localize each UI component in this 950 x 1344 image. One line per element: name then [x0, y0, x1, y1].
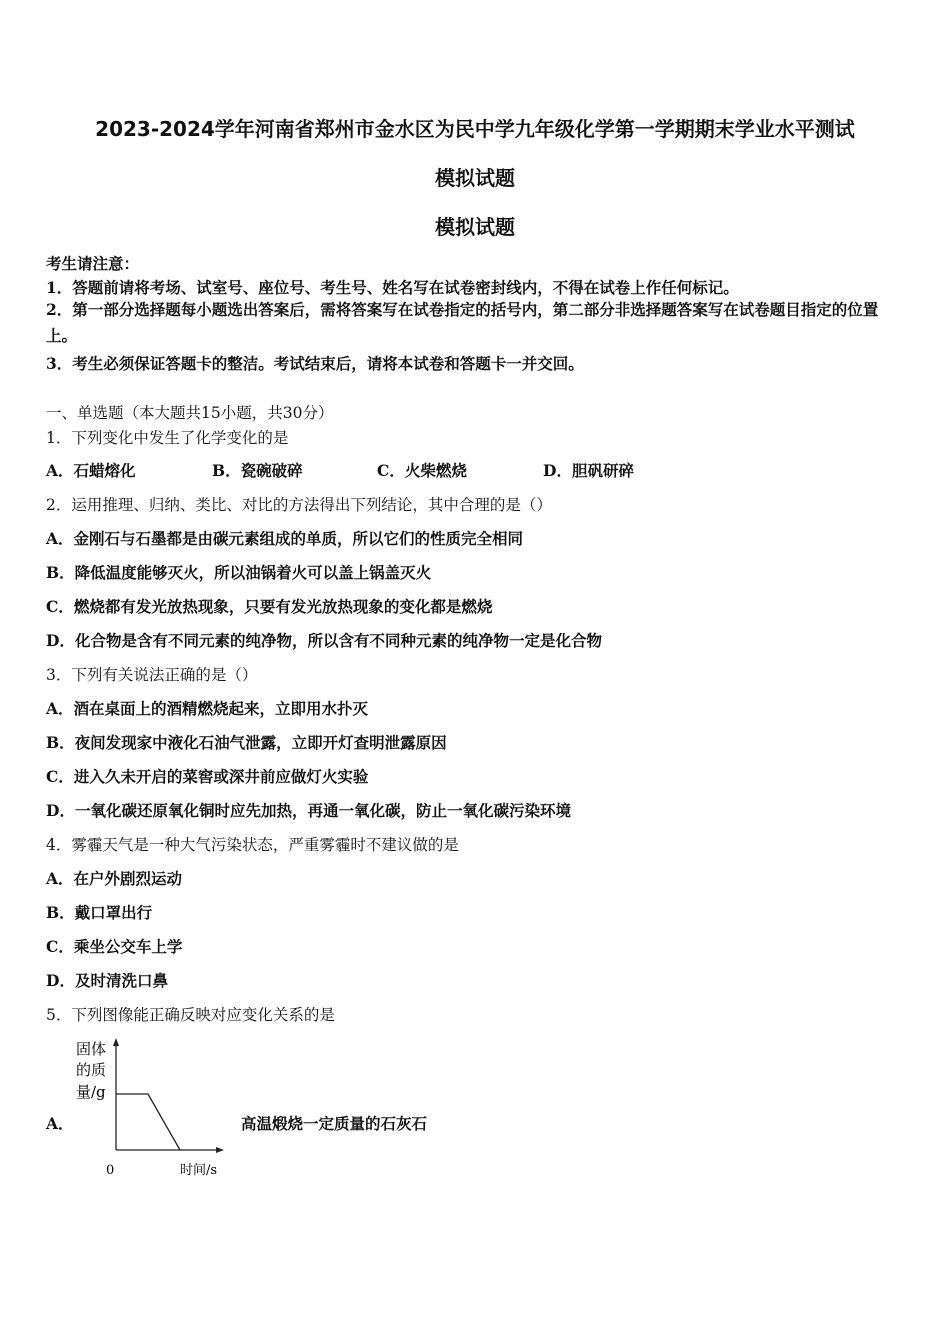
- notice-item-3: 3．考生必须保证答题卡的整洁。考试结束后，请将本试卷和答题卡一并交回。: [46, 354, 584, 373]
- q1-option-c: C．火柴燃烧: [377, 461, 467, 480]
- y-label-line-1: 固体: [76, 1040, 107, 1058]
- q4-option-a: A．在户外剧烈运动: [46, 869, 183, 888]
- question-3-stem: 3．下列有关说法正确的是（）: [46, 666, 258, 684]
- q2-option-d: D．化合物是含有不同元素的纯净物，所以含有不同种元素的纯净物一定是化合物: [46, 631, 602, 650]
- q3-option-a: A．酒在桌面上的酒精燃烧起来，立即用水扑灭: [46, 699, 369, 718]
- notice-heading: 考生请注意：: [46, 254, 140, 273]
- series-line-solid-mass: [116, 1094, 180, 1150]
- question-5-stem: 5．下列图像能正确反映对应变化关系的是: [46, 1006, 335, 1024]
- exam-subtitle-repeat: 模拟试题: [435, 215, 515, 239]
- q4-option-b: B．戴口罩出行: [46, 903, 153, 922]
- section-heading: 一、单选题（本大题共15小题，共30分）: [46, 404, 334, 422]
- q3-option-b: B．夜间发现家中液化石油气泄露，立即开灯查明泄露原因: [46, 733, 447, 752]
- q3-option-d: D．一氧化碳还原氧化铜时应先加热，再通一氧化碳，防止一氧化碳污染环境: [46, 801, 571, 820]
- q3-option-c: C．进入久未开启的菜窖或深井前应做灯火实验: [46, 767, 369, 786]
- q2-option-a: A．金刚石与石墨都是由碳元素组成的单质，所以它们的性质完全相同: [46, 529, 524, 548]
- q5-option-a-text: 高温煅烧一定质量的石灰石: [241, 1114, 428, 1133]
- q1-option-a: A．石蜡熔化: [46, 461, 136, 480]
- q5-option-a-chart: [70, 1036, 240, 1186]
- question-1-stem: 1．下列变化中发生了化学变化的是: [46, 429, 289, 447]
- y-label-line-3: 量/g: [76, 1083, 106, 1101]
- exam-subtitle: 模拟试题: [435, 166, 515, 190]
- y-axis-arrow: [113, 1038, 119, 1046]
- x-axis-arrow: [216, 1147, 224, 1153]
- q2-option-b: B．降低温度能够灭火，所以油锅着火可以盖上锅盖灭火: [46, 563, 432, 582]
- x-axis-label: 时间/s: [180, 1163, 218, 1178]
- q1-option-b: B．瓷碗破碎: [212, 461, 303, 480]
- q4-option-c: C．乘坐公交车上学: [46, 937, 183, 956]
- y-label-line-2: 的质: [76, 1061, 107, 1079]
- q2-option-c: C．燃烧都有发光放热现象，只要有发光放热现象的变化都是燃烧: [46, 597, 493, 616]
- exam-title: 2023-2024学年河南省郑州市金水区为民中学九年级化学第一学期期末学业水平测试: [95, 117, 855, 141]
- question-2-stem: 2．运用推理、归纳、类比、对比的方法得出下列结论，其中合理的是（）: [46, 496, 552, 514]
- q5-option-a-label: A．: [46, 1114, 74, 1133]
- notice-item-2: 2．第一部分选择题每小题选出答案后，需将答案写在试卷指定的括号内，第二部分非选择题答案写在试卷题目指定的位置上。: [46, 300, 879, 345]
- q1-option-d: D．胆矾研碎: [543, 461, 634, 480]
- origin-label: 0: [106, 1163, 115, 1178]
- question-4-stem: 4．雾霾天气是一种大气污染状态，严重雾霾时不建议做的是: [46, 836, 459, 854]
- notice-item-1: 1．答题前请将考场、试室号、座位号、考生号、姓名写在试卷密封线内，不得在试卷上作任何标记。: [46, 278, 739, 297]
- q4-option-d: D．及时清洗口鼻: [46, 971, 168, 990]
